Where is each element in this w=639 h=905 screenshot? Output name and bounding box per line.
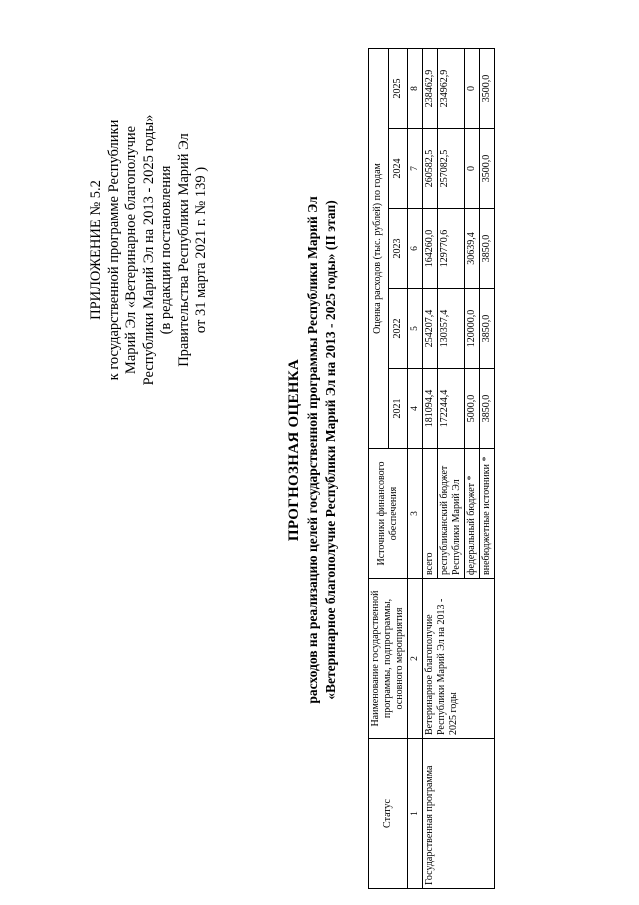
cell-source: федеральный бюджет * (465, 449, 480, 579)
header-year: 2022 (388, 289, 408, 369)
header-year: 2021 (388, 369, 408, 449)
column-index-row (408, 48, 423, 888)
cell-value: 257082,5 (438, 129, 465, 209)
cell-value: 238462,9 (423, 48, 438, 128)
column-index: 1 (408, 739, 423, 889)
approval-line: Республики Марий Эл на 2013 - 2025 годы» (140, 114, 157, 386)
header-status: Статус (369, 739, 408, 889)
document-title: ПРОГНОЗНАЯ ОЦЕНКА (286, 358, 302, 542)
cell-source: республиканский бюджет Республики Марий Эл (438, 449, 465, 579)
approval-line: Марий Эл «Ветеринарное благополучие (123, 125, 139, 375)
cell-value: 234962,9 (438, 48, 465, 128)
cell-value: 0 (465, 48, 480, 128)
header-year: 2023 (388, 209, 408, 289)
column-index: 3 (408, 449, 423, 579)
document-subtitle: «Ветеринарное благополучие Республики Марий Эл на 2013 - 2025 годы» (II этап) (323, 200, 338, 700)
cell-value: 129770,6 (438, 209, 465, 289)
cell-value: 181094,4 (423, 369, 438, 449)
column-index: 7 (408, 129, 423, 209)
cell-value: 3500,0 (480, 129, 495, 209)
approval-line: к государственной программе Республики (105, 119, 122, 381)
cell-value: 3850,0 (480, 209, 495, 289)
cell-value: 130357,4 (438, 289, 465, 369)
cell-source: внебюджетные источники * (480, 449, 495, 579)
header-source: Источники финансового обеспечения (369, 449, 408, 579)
cell-value: 260582,5 (423, 129, 438, 209)
column-index: 2 (408, 579, 423, 739)
cell-value: 0 (465, 129, 480, 209)
approval-line: Правительства Республики Марий Эл (175, 133, 192, 367)
approval-line: от 31 марта 2021 г. № 139 ) (193, 166, 209, 334)
approval-stamp (88, 60, 211, 440)
header-year: 2025 (388, 48, 408, 128)
estimate-table (368, 48, 495, 889)
cell-value: 164260,0 (423, 209, 438, 289)
header-year: 2024 (388, 129, 408, 209)
approval-line: ПРИЛОЖЕНИЕ № 5.2 (88, 180, 104, 320)
cell-value: 5000,0 (465, 369, 480, 449)
cell-program-name: Ветеринарное благополучие Республики Марий Эл на 2013 - 2025 годы (423, 579, 495, 739)
document-subtitle: расходов на реализацию целей государственной программы Республики Марий Эл (305, 196, 320, 704)
column-index: 4 (408, 369, 423, 449)
header-estimate: Оценка расходов (тыс. рублей) по годам (369, 48, 389, 448)
cell-status: Государственная программа (423, 739, 495, 889)
column-index: 5 (408, 289, 423, 369)
cell-value: 3850,0 (480, 289, 495, 369)
cell-value: 172244,4 (438, 369, 465, 449)
cell-source: всего (423, 449, 438, 579)
cell-value: 30639,4 (465, 209, 480, 289)
cell-value: 254207,4 (423, 289, 438, 369)
header-name: Наименование государственной программы, подпрограммы, основного мероприятия (369, 579, 408, 739)
cell-value: 3850,0 (480, 369, 495, 449)
column-index: 6 (408, 209, 423, 289)
document-heading (284, 55, 340, 845)
cell-value: 3500,0 (480, 48, 495, 128)
table-row (423, 48, 438, 888)
column-index: 8 (408, 48, 423, 128)
cell-value: 120000,0 (465, 289, 480, 369)
approval-line: (в редакции постановления (158, 165, 174, 335)
